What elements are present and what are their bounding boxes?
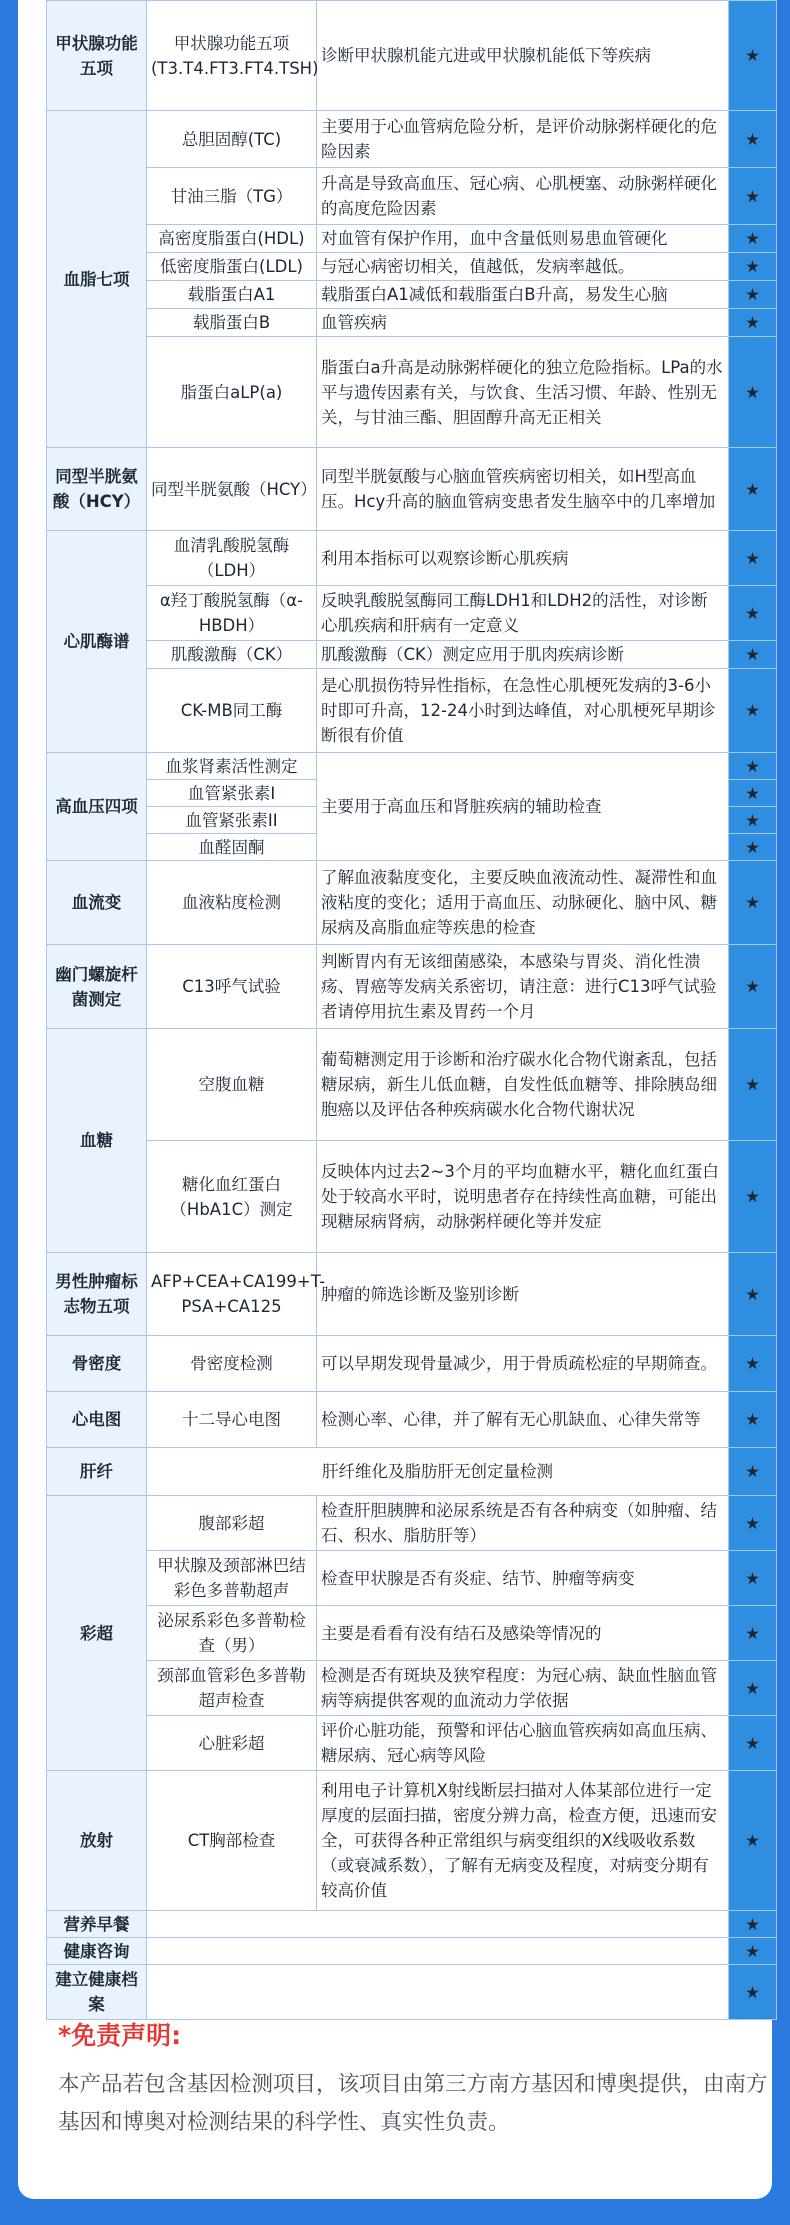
table-row xyxy=(47,1141,777,1253)
item-name: 甘油三脂（TG） xyxy=(147,168,317,225)
item-name: 载脂蛋白B xyxy=(147,309,317,337)
star-icon: ★ xyxy=(729,1965,777,2020)
star-icon: ★ xyxy=(729,531,777,586)
star-icon: ★ xyxy=(729,225,777,253)
table-row xyxy=(47,1448,777,1496)
table-row xyxy=(47,448,777,531)
item-description: 脂蛋白a升高是动脉粥样硬化的独立危险指标。LPa的水平与遗传因素有关，与饮食、生活习惯、年龄、性别无关，与甘油三酯、胆固醇升高无正相关 xyxy=(317,337,729,448)
item-description: 诊断甲状腺机能亢进或甲状腺机能低下等疾病 xyxy=(317,1,729,111)
item-name: 甲状腺功能五项(T3.T4.FT3.FT4.TSH) xyxy=(147,1,317,111)
table-row xyxy=(47,1336,777,1392)
item-name: AFP+CEA+CA199+T-PSA+CA125 xyxy=(147,1253,317,1336)
star-icon: ★ xyxy=(729,1392,777,1448)
item-description: 检测是否有斑块及狭窄程度：为冠心病、缺血性脑血管病等病提供客观的血流动力学依据 xyxy=(317,1661,729,1716)
item-description: 主要是看看有没有结石及感染等情况的 xyxy=(317,1606,729,1661)
category-cell: 建立健康档案 xyxy=(47,1965,147,2020)
table-row xyxy=(47,1965,777,2020)
item-name: 糖化血红蛋白（HbA1C）测定 xyxy=(147,1141,317,1253)
item-description: 判断胃内有无该细菌感染，本感染与胃炎、消化性溃疡、胃癌等发病关系密切，请注意：进行C13呼气试验者请停用抗生素及胃药一个月 xyxy=(317,945,729,1029)
item-description: 检查甲状腺是否有炎症、结节、肿瘤等病变 xyxy=(317,1551,729,1606)
checkup-items-table xyxy=(46,0,777,2020)
empty-cell xyxy=(147,1965,729,2020)
star-icon: ★ xyxy=(729,834,777,861)
table-row xyxy=(47,641,777,669)
empty-cell xyxy=(147,1938,729,1965)
star-icon: ★ xyxy=(729,1606,777,1661)
table-row xyxy=(47,1606,777,1661)
star-icon: ★ xyxy=(729,586,777,641)
star-icon: ★ xyxy=(729,641,777,669)
item-description: 反映体内过去2~3个月的平均血糖水平，糖化血红蛋白处于较高水平时，说明患者存在持续性高血糖，可能出现糖尿病肾病，动脉粥样硬化等并发症 xyxy=(317,1141,729,1253)
star-icon: ★ xyxy=(729,1911,777,1938)
star-icon: ★ xyxy=(729,1661,777,1716)
item-description: 载脂蛋白A1减低和载脂蛋白B升高，易发生心脑 xyxy=(317,281,729,309)
star-icon: ★ xyxy=(729,111,777,168)
category-cell: 血糖 xyxy=(47,1029,147,1253)
table-row xyxy=(47,1938,777,1965)
item-name: 血管紧张素II xyxy=(147,807,317,834)
item-description: 与冠心病密切相关，值越低，发病率越低。 xyxy=(317,253,729,281)
empty-cell xyxy=(147,1911,729,1938)
category-cell: 血脂七项 xyxy=(47,111,147,448)
item-name: 血浆肾素活性测定 xyxy=(147,753,317,780)
table-row xyxy=(47,253,777,281)
item-name: 脂蛋白aLP(a) xyxy=(147,337,317,448)
table-row xyxy=(47,669,777,753)
item-description: 是心肌损伤特异性指标，在急性心肌梗死发病的3-6小时即可升高，12-24小时到达峰值，对心肌梗死早期诊断很有价值 xyxy=(317,669,729,753)
table-row xyxy=(47,1392,777,1448)
table-row xyxy=(47,1661,777,1716)
table-row xyxy=(47,1,777,111)
star-icon: ★ xyxy=(729,253,777,281)
item-name: 血清乳酸脱氢酶（LDH） xyxy=(147,531,317,586)
star-icon: ★ xyxy=(729,337,777,448)
item-merged-description: 肝纤维化及脂肪肝无创定量检测 xyxy=(147,1448,729,1496)
star-icon: ★ xyxy=(729,1496,777,1551)
item-description: 肿瘤的筛选诊断及鉴别诊断 xyxy=(317,1253,729,1336)
item-name: 肌酸激酶（CK） xyxy=(147,641,317,669)
category-cell: 放射 xyxy=(47,1771,147,1911)
star-icon: ★ xyxy=(729,1141,777,1253)
table-row xyxy=(47,225,777,253)
item-name: 骨密度检测 xyxy=(147,1336,317,1392)
category-cell: 骨密度 xyxy=(47,1336,147,1392)
star-icon: ★ xyxy=(729,1716,777,1771)
star-icon: ★ xyxy=(729,861,777,945)
category-cell: 健康咨询 xyxy=(47,1938,147,1965)
category-cell: 心电图 xyxy=(47,1392,147,1448)
category-cell: 心肌酶谱 xyxy=(47,531,147,753)
category-cell: 高血压四项 xyxy=(47,753,147,861)
star-icon: ★ xyxy=(729,1938,777,1965)
category-cell: 营养早餐 xyxy=(47,1911,147,1938)
disclaimer-body: 本产品若包含基因检测项目，该项目由第三方南方基因和博奥提供，由南方基因和博奥对检测结果的科学性、真实性负责。 xyxy=(58,2072,768,2135)
item-name: CT胸部检查 xyxy=(147,1771,317,1911)
item-description: 对血管有保护作用，血中含量低则易患血管硬化 xyxy=(317,225,729,253)
item-name: 血管紧张素I xyxy=(147,780,317,807)
category-cell: 幽门螺旋杆菌测定 xyxy=(47,945,147,1029)
item-name: 甲状腺及颈部淋巴结彩色多普勒超声 xyxy=(147,1551,317,1606)
star-icon: ★ xyxy=(729,669,777,753)
table-row xyxy=(47,945,777,1029)
category-cell: 甲状腺功能五项 xyxy=(47,1,147,111)
item-description: 检查肝胆胰脾和泌尿系统是否有各种病变（如肿瘤、结石、积水、脂肪肝等） xyxy=(317,1496,729,1551)
category-cell: 肝纤 xyxy=(47,1448,147,1496)
table-row xyxy=(47,1716,777,1771)
item-description: 血管疾病 xyxy=(317,309,729,337)
star-icon: ★ xyxy=(729,448,777,531)
table-row xyxy=(47,168,777,225)
item-name: 高密度脂蛋白(HDL) xyxy=(147,225,317,253)
table-row xyxy=(47,1911,777,1938)
table-row xyxy=(47,309,777,337)
item-name: 十二导心电图 xyxy=(147,1392,317,1448)
table-row xyxy=(47,1496,777,1551)
item-description: 利用本指标可以观察诊断心肌疾病 xyxy=(317,531,729,586)
item-description: 检测心率、心律，并了解有无心肌缺血、心律失常等 xyxy=(317,1392,729,1448)
item-name: α羟丁酸脱氢酶（α-HBDH） xyxy=(147,586,317,641)
table-row xyxy=(47,1253,777,1336)
item-name: CK-MB同工酶 xyxy=(147,669,317,753)
star-icon: ★ xyxy=(729,753,777,780)
item-description: 评价心脏功能，预警和评估心脑血管疾病如高血压病、糖尿病、冠心病等风险 xyxy=(317,1716,729,1771)
item-name: 腹部彩超 xyxy=(147,1496,317,1551)
disclaimer xyxy=(58,2018,770,2142)
table-row xyxy=(47,586,777,641)
item-description: 利用电子计算机X射线断层扫描对人体某部位进行一定厚度的层面扫描，密度分辨力高，检查方便，迅速而安全，可获得各种正常组织与病变组织的X线吸收系数（或衰减系数），了解有无病变及程度，对病变分期有较高价值 xyxy=(317,1771,729,1911)
star-icon: ★ xyxy=(729,1,777,111)
table-row xyxy=(47,1771,777,1911)
category-cell: 彩超 xyxy=(47,1496,147,1771)
item-description: 反映乳酸脱氢酶同工酶LDH1和LDH2的活性，对诊断心肌疾病和肝病有一定意义 xyxy=(317,586,729,641)
star-icon: ★ xyxy=(729,1551,777,1606)
item-name: 心脏彩超 xyxy=(147,1716,317,1771)
star-icon: ★ xyxy=(729,780,777,807)
star-icon: ★ xyxy=(729,1771,777,1911)
star-icon: ★ xyxy=(729,281,777,309)
item-name: 低密度脂蛋白(LDL) xyxy=(147,253,317,281)
item-name: 血液粘度检测 xyxy=(147,861,317,945)
item-description: 可以早期发现骨量减少，用于骨质疏松症的早期筛查。 xyxy=(317,1336,729,1392)
item-description: 主要用于心血管病危险分析，是评价动脉粥样硬化的危险因素 xyxy=(317,111,729,168)
item-name: 血醛固酮 xyxy=(147,834,317,861)
table-row xyxy=(47,861,777,945)
item-name: 空腹血糖 xyxy=(147,1029,317,1141)
item-name: 载脂蛋白A1 xyxy=(147,281,317,309)
item-description: 了解血液黏度变化，主要反映血液流动性、凝滞性和血液粘度的变化；适用于高血压、动脉硬化、脑中风、糖尿病及高脂血症等疾患的检查 xyxy=(317,861,729,945)
disclaimer-title: *免责声明: xyxy=(58,2021,182,2050)
item-description: 同型半胱氨酸与心脑血管疾病密切相关，如H型高血压。Hcy升高的脑血管病变患者发生脑卒中的几率增加 xyxy=(317,448,729,531)
item-name: 颈部血管彩色多普勒超声检查 xyxy=(147,1661,317,1716)
content-card xyxy=(18,0,772,2199)
table-row xyxy=(47,337,777,448)
item-description: 升高是导致高血压、冠心病、心肌梗塞、动脉粥样硬化的高度危险因素 xyxy=(317,168,729,225)
star-icon: ★ xyxy=(729,807,777,834)
category-cell: 血流变 xyxy=(47,861,147,945)
star-icon: ★ xyxy=(729,309,777,337)
table-row xyxy=(47,753,777,780)
star-icon: ★ xyxy=(729,1448,777,1496)
item-description: 主要用于高血压和肾脏疾病的辅助检查 xyxy=(317,753,729,861)
item-name: C13呼气试验 xyxy=(147,945,317,1029)
star-icon: ★ xyxy=(729,1336,777,1392)
star-icon: ★ xyxy=(729,1029,777,1141)
table-row xyxy=(47,531,777,586)
star-icon: ★ xyxy=(729,168,777,225)
star-icon: ★ xyxy=(729,945,777,1029)
category-cell: 同型半胱氨酸（HCY） xyxy=(47,448,147,531)
item-description: 肌酸激酶（CK）测定应用于肌肉疾病诊断 xyxy=(317,641,729,669)
table-row xyxy=(47,111,777,168)
table-row xyxy=(47,1029,777,1141)
star-icon: ★ xyxy=(729,1253,777,1336)
item-name: 总胆固醇(TC) xyxy=(147,111,317,168)
table-row xyxy=(47,281,777,309)
item-description: 葡萄糖测定用于诊断和治疗碳水化合物代谢紊乱，包括糖尿病，新生儿低血糖，自发性低血糖等、排除胰岛细胞癌以及评估各种疾病碳水化合物代谢状况 xyxy=(317,1029,729,1141)
item-name: 同型半胱氨酸（HCY） xyxy=(147,448,317,531)
category-cell: 男性肿瘤标志物五项 xyxy=(47,1253,147,1336)
item-name: 泌尿系彩色多普勒检查（男） xyxy=(147,1606,317,1661)
table-row xyxy=(47,1551,777,1606)
